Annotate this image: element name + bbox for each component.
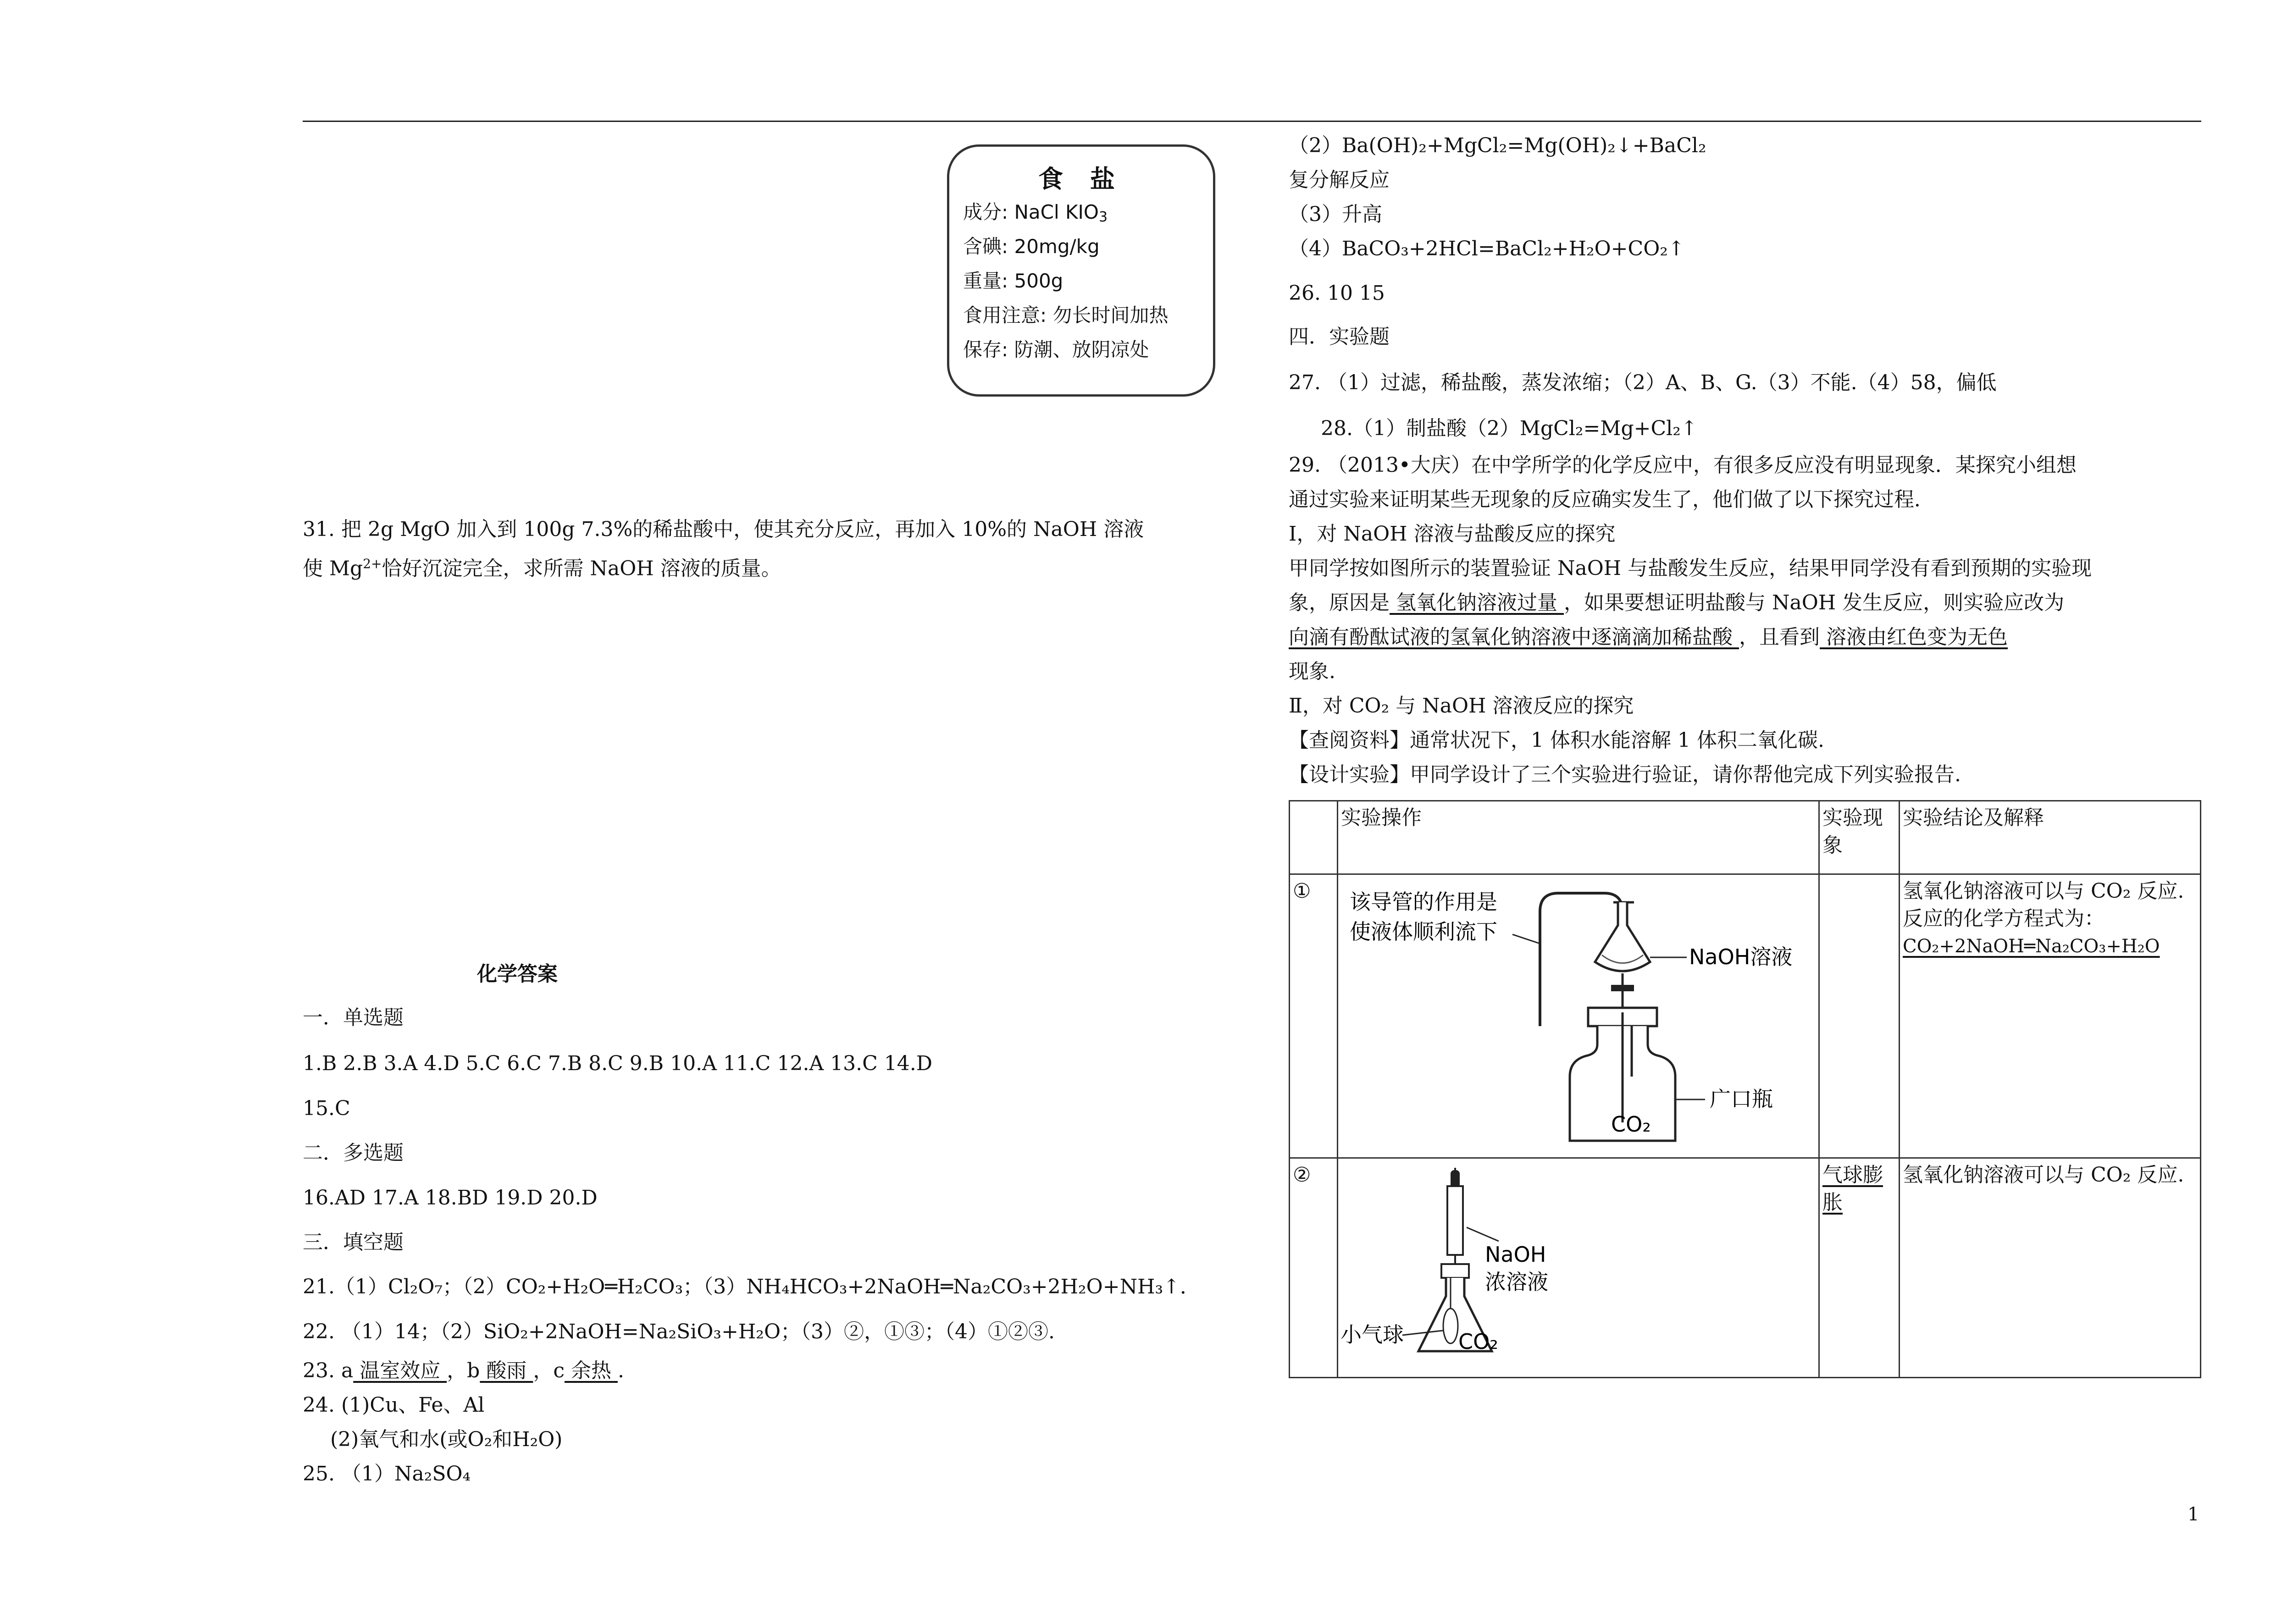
salt-label-title: 食 盐: [1038, 165, 1124, 193]
naoh-pointer-2: [1467, 1227, 1499, 1241]
ingredients-sub: 3: [1099, 209, 1108, 225]
section-single-choice: 一．单选题: [303, 1006, 404, 1029]
header-operation: 实验操作: [1338, 801, 1819, 874]
stopcock: [1611, 985, 1634, 991]
right-r10: 通过实验来证明某些无现象的反应确实发生了，他们做了以下探究过程．: [1289, 488, 1934, 511]
bottle-label: 广口瓶: [1710, 1087, 1773, 1111]
funnel-body: [1595, 902, 1650, 971]
row1-equation-prompt: 反应的化学方程式为：: [1903, 907, 2105, 930]
right-r4: （4）BaCO₃+2HCl=BaCl₂+H₂O+CO₂↑: [1289, 237, 1685, 260]
multi-choice-answers: 16.AD 17.A 18.BD 19.D 20.D: [303, 1186, 598, 1210]
header-num-cell: [1290, 801, 1338, 874]
single-choice-answers-1: 1.B 2.B 3.A 4.D 5.C 6.C 7.B 8.C 9.B 10.A 11.C 12.A 13.C 14.D: [303, 1052, 933, 1075]
tube-pointer: [1512, 934, 1540, 944]
naoh-label-2b: 浓溶液: [1485, 1270, 1548, 1294]
right-r11: Ⅰ，对 NaOH 溶液与盐酸反应的探究: [1289, 522, 1616, 546]
salt-label-box: [947, 144, 1215, 397]
flask-stopper: [1441, 1264, 1469, 1278]
small-balloon: [1443, 1309, 1458, 1343]
right-r3: （3）升高: [1289, 203, 1382, 226]
row2-diagram-cell: [1338, 1158, 1819, 1378]
co2-label-1: CO₂: [1611, 1112, 1651, 1137]
naoh-label-2a: NaOH: [1485, 1242, 1546, 1267]
salt-label-iodine: 含碘: 20mg/kg: [963, 235, 1100, 258]
table-row: [1290, 1158, 2201, 1378]
right-r6: 四．实验题: [1289, 325, 1390, 348]
answer-24-1: 24. (1)Cu、Fe、Al: [303, 1393, 485, 1417]
answer-24-2: (2)氧气和水(或O₂和H₂O): [330, 1428, 563, 1451]
row1-conclusion: [1900, 874, 2201, 1158]
answers-title: 化学答案: [477, 962, 558, 986]
salt-label-note: 食用注意: 勿长时间加热: [963, 304, 1169, 326]
naoh-label: NaOH溶液: [1689, 945, 1793, 969]
right-r9: 29. （2013•大庆）在中学所学的化学反应中，有很多反应没有明显现象．某探究小组想: [1289, 453, 2077, 477]
co2-label-2: CO₂: [1458, 1329, 1498, 1354]
row1-equation: CO₂+2NaOH═Na₂CO₃+H₂O: [1903, 936, 2160, 957]
answer-21: 21.（1）Cl₂O₇；（2）CO₂+H₂O═H₂CO₃；（3）NH₄HCO₃+2NaOH═Na₂CO₃+2H₂O+NH₃↑．: [303, 1275, 1200, 1298]
flask-balloon-apparatus-diagram: [1338, 1159, 1820, 1370]
row1-number: ①: [1290, 874, 1338, 1158]
r14-mid: ，且看到: [1739, 625, 1820, 649]
dropper-body: [1447, 1186, 1463, 1255]
a23-blank-b: 酸雨: [480, 1359, 533, 1382]
a23-mid1: ，b: [447, 1359, 480, 1382]
right-r2: 复分解反应: [1289, 168, 1390, 192]
balloon-label: 小气球: [1340, 1322, 1404, 1347]
row1-conclusion-text: 氢氧化钠溶液可以与 CO₂ 反应.: [1903, 879, 2184, 903]
q31-text-a: 使 Mg: [303, 557, 363, 580]
q31-text-b: 恰好沉淀完全，求所需 NaOH 溶液的质量。: [382, 557, 781, 580]
answer-22: 22. （1）14；（2）SiO₂+2NaOH=Na₂SiO₃+H₂O；（3）②，①③；（4）①②③.: [303, 1320, 1055, 1343]
right-r8: 28.（1）制盐酸（2）MgCl₂=Mg+Cl₂↑: [1321, 417, 1698, 440]
table-header-row: [1290, 801, 2201, 874]
right-r18: 【设计实验】甲同学设计了三个实验进行验证，请你帮他完成下列实验报告.: [1289, 763, 1961, 786]
a23-mid2: ，c: [533, 1359, 565, 1382]
right-r12: 甲同学按如图所示的装置验证 NaOH 与盐酸发生反应，结果甲同学没有看到预期的实验现: [1289, 557, 2092, 580]
ingredients-text: 成分: NaCl KIO: [963, 201, 1099, 223]
r14-blank-2: 溶液由红色变为无色: [1819, 625, 2008, 649]
salt-label-storage: 保存: 防潮、放阴凉处: [963, 338, 1149, 361]
r13-pre: 象，原因是: [1289, 591, 1390, 614]
section-fill-blank: 三．填空题: [303, 1231, 404, 1254]
section-multi-choice: 二．多选题: [303, 1141, 404, 1165]
row1-diagram-cell: [1338, 874, 1819, 1158]
table-row: [1290, 874, 2201, 1158]
single-choice-answers-2: 15.C: [303, 1097, 350, 1120]
q31-line1: 31. 把 2g MgO 加入到 100g 7.3%的稀盐酸中，使其充分反应，再加入 10%的 NaOH 溶液: [303, 518, 1144, 541]
separatory-funnel-apparatus-diagram: [1338, 875, 1820, 1150]
right-r1: （2）Ba(OH)₂+MgCl₂=Mg(OH)₂↓+BaCl₂: [1289, 134, 1706, 157]
tube-note-2: 使液体顺利流下: [1350, 919, 1497, 944]
right-r5: 26. 10 15: [1289, 282, 1385, 305]
answer-25: 25. （1）Na₂SO₄: [303, 1462, 471, 1486]
right-r14: [1289, 624, 2008, 651]
header-conclusion: 实验结论及解释: [1900, 801, 2201, 874]
q31-sup: 2+: [363, 556, 382, 571]
a23-end: .: [617, 1359, 624, 1382]
header-phenomenon: 实验现象: [1819, 801, 1900, 874]
salt-label-weight: 重量: 500g: [963, 270, 1063, 292]
right-r16: Ⅱ，对 CO₂ 与 NaOH 溶液反应的探究: [1289, 694, 1634, 718]
r14-blank-1: 向滴有酚酞试液的氢氧化钠溶液中逐滴滴加稀盐酸: [1289, 625, 1739, 649]
answer-23: [303, 1357, 624, 1385]
row2-conclusion: 氢氧化钠溶液可以与 CO₂ 反应.: [1900, 1158, 2201, 1378]
right-r15: 现象.: [1289, 660, 1335, 683]
a23-blank-c: 余热: [565, 1359, 618, 1382]
q31-line2: [303, 550, 781, 583]
experiment-report-table: [1289, 800, 2201, 1378]
right-r7: 27. （1）过滤，稀盐酸，蒸发浓缩；（2）A、B、G.（3）不能.（4）58，偏低: [1289, 371, 1997, 394]
right-r17: 【查阅资料】通常状况下，1 体积水能溶解 1 体积二氧化碳.: [1289, 729, 1824, 752]
header-rule: [303, 121, 2201, 122]
r13-post: ，如果要想证明盐酸与 NaOH 发生反应，则实验应改为: [1563, 591, 2065, 614]
a23-blank-a: 温室效应: [353, 1359, 447, 1382]
a23-pre: 23. a: [303, 1359, 354, 1382]
row2-number: ②: [1290, 1158, 1338, 1378]
right-r13: [1289, 589, 2064, 617]
r13-blank: 氢氧化钠溶液过量: [1390, 591, 1564, 614]
salt-label-ingredients: [963, 197, 1108, 225]
row1-phenomenon: [1819, 874, 1900, 1158]
tube-note-1: 该导管的作用是: [1350, 889, 1497, 914]
page-number: 1: [2188, 1504, 2199, 1525]
row2-phenomenon: [1819, 1158, 1900, 1378]
row2-phenomenon-text: 气球膨胀: [1822, 1163, 1883, 1214]
